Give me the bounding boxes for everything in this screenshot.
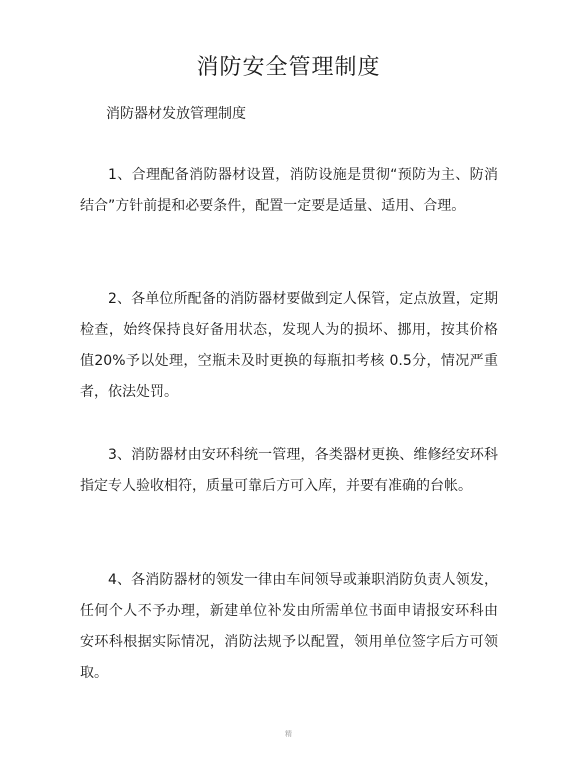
document-subtitle: 消防器材发放管理制度 [106,106,246,122]
page-footer-mark: 精 [285,730,292,738]
paragraph-1: 1、合理配备消防器材设置，消防设施是贯彻“预防为主、防消结合”方针前提和必要条件，配置一定要是适量、适用、合理。 [80,167,498,214]
paragraph-2: 2、各单位所配备的消防器材要做到定人保管，定点放置，定期检查，始终保持良好备用状态，发现人为的损坏、挪用，按其价格值20%予以处理，空瓶未及时更换的每瓶扣考核 0.5分，情况严重者，依法处罚。 [80,291,498,400]
document-title: 消防安全管理制度 [196,55,381,80]
paragraph-3: 3、消防器材由安环科统一管理，各类器材更换、维修经安环科指定专人验收相符，质量可靠后方可入库，并要有准确的台帐。 [80,447,498,494]
paragraph-4: 4、各消防器材的领发一律由车间领导或兼职消防负责人领发，任何个人不予办理，新建单位补发由所需单位书面申请报安环科由安环科根据实际情况，消防法规予以配置，领用单位签字后方可领取。 [80,572,498,681]
